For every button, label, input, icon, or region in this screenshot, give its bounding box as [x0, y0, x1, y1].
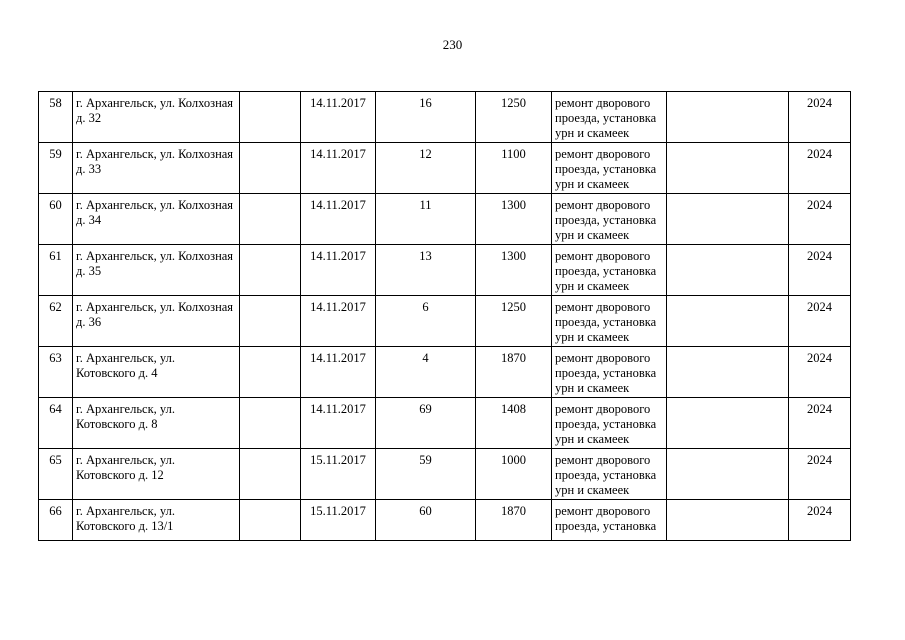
year-cell: 2024	[789, 347, 851, 398]
empty-cell	[240, 500, 301, 541]
address-cell: г. Архангельск, ул. Котовского д. 12	[73, 449, 240, 500]
area-cell: 1250	[476, 296, 552, 347]
row-number: 65	[39, 449, 73, 500]
description-cell: ремонт дворового проезда, установка урн и скамеек	[552, 92, 667, 143]
row-number: 59	[39, 143, 73, 194]
row-number: 63	[39, 347, 73, 398]
area-cell: 1300	[476, 245, 552, 296]
area-cell: 1300	[476, 194, 552, 245]
description-cell: ремонт дворового проезда, установка	[552, 500, 667, 541]
empty-cell	[240, 245, 301, 296]
row-number: 58	[39, 92, 73, 143]
table-row	[39, 194, 851, 245]
count-cell: 4	[376, 347, 476, 398]
empty-cell	[240, 92, 301, 143]
year-cell: 2024	[789, 500, 851, 541]
table-row	[39, 347, 851, 398]
address-cell: г. Архангельск, ул. Котовского д. 4	[73, 347, 240, 398]
empty-cell	[240, 296, 301, 347]
address-cell: г. Архангельск, ул. Котовского д. 13/1	[73, 500, 240, 541]
row-number: 62	[39, 296, 73, 347]
count-cell: 69	[376, 398, 476, 449]
table-row	[39, 500, 851, 541]
address-cell: г. Архангельск, ул. Колхозная д. 34	[73, 194, 240, 245]
row-number: 61	[39, 245, 73, 296]
empty-cell	[667, 347, 789, 398]
description-cell: ремонт дворового проезда, установка урн и скамеек	[552, 296, 667, 347]
table-row	[39, 296, 851, 347]
area-cell: 1870	[476, 500, 552, 541]
description-cell: ремонт дворового проезда, установка урн и скамеек	[552, 143, 667, 194]
count-cell: 11	[376, 194, 476, 245]
date-cell: 14.11.2017	[301, 296, 376, 347]
date-cell: 14.11.2017	[301, 194, 376, 245]
description-cell: ремонт дворового проезда, установка урн и скамеек	[552, 398, 667, 449]
row-number: 64	[39, 398, 73, 449]
empty-cell	[667, 143, 789, 194]
year-cell: 2024	[789, 143, 851, 194]
empty-cell	[667, 449, 789, 500]
empty-cell	[667, 194, 789, 245]
address-cell: г. Архангельск, ул. Колхозная д. 36	[73, 296, 240, 347]
date-cell: 15.11.2017	[301, 500, 376, 541]
area-cell: 1870	[476, 347, 552, 398]
row-number: 66	[39, 500, 73, 541]
date-cell: 15.11.2017	[301, 449, 376, 500]
address-cell: г. Архангельск, ул. Колхозная д. 32	[73, 92, 240, 143]
table-row	[39, 245, 851, 296]
year-cell: 2024	[789, 92, 851, 143]
empty-cell	[667, 92, 789, 143]
description-cell: ремонт дворового проезда, установка урн и скамеек	[552, 449, 667, 500]
date-cell: 14.11.2017	[301, 398, 376, 449]
year-cell: 2024	[789, 398, 851, 449]
count-cell: 60	[376, 500, 476, 541]
address-cell: г. Архангельск, ул. Колхозная д. 35	[73, 245, 240, 296]
empty-cell	[667, 245, 789, 296]
count-cell: 13	[376, 245, 476, 296]
address-cell: г. Архангельск, ул. Котовского д. 8	[73, 398, 240, 449]
year-cell: 2024	[789, 245, 851, 296]
count-cell: 6	[376, 296, 476, 347]
empty-cell	[667, 296, 789, 347]
empty-cell	[240, 143, 301, 194]
year-cell: 2024	[789, 194, 851, 245]
area-cell: 1000	[476, 449, 552, 500]
empty-cell	[240, 194, 301, 245]
table-row	[39, 398, 851, 449]
table-row	[39, 143, 851, 194]
count-cell: 16	[376, 92, 476, 143]
row-number: 60	[39, 194, 73, 245]
empty-cell	[240, 398, 301, 449]
empty-cell	[240, 347, 301, 398]
empty-cell	[240, 449, 301, 500]
count-cell: 12	[376, 143, 476, 194]
table-row	[39, 92, 851, 143]
address-cell: г. Архангельск, ул. Колхозная д. 33	[73, 143, 240, 194]
date-cell: 14.11.2017	[301, 245, 376, 296]
date-cell: 14.11.2017	[301, 92, 376, 143]
date-cell: 14.11.2017	[301, 143, 376, 194]
area-cell: 1100	[476, 143, 552, 194]
description-cell: ремонт дворового проезда, установка урн и скамеек	[552, 347, 667, 398]
empty-cell	[667, 398, 789, 449]
count-cell: 59	[376, 449, 476, 500]
description-cell: ремонт дворового проезда, установка урн и скамеек	[552, 194, 667, 245]
area-cell: 1250	[476, 92, 552, 143]
empty-cell	[667, 500, 789, 541]
table-row	[39, 449, 851, 500]
year-cell: 2024	[789, 296, 851, 347]
description-cell: ремонт дворового проезда, установка урн и скамеек	[552, 245, 667, 296]
data-table	[38, 91, 851, 541]
page-number: 230	[442, 37, 463, 52]
year-cell: 2024	[789, 449, 851, 500]
area-cell: 1408	[476, 398, 552, 449]
date-cell: 14.11.2017	[301, 347, 376, 398]
